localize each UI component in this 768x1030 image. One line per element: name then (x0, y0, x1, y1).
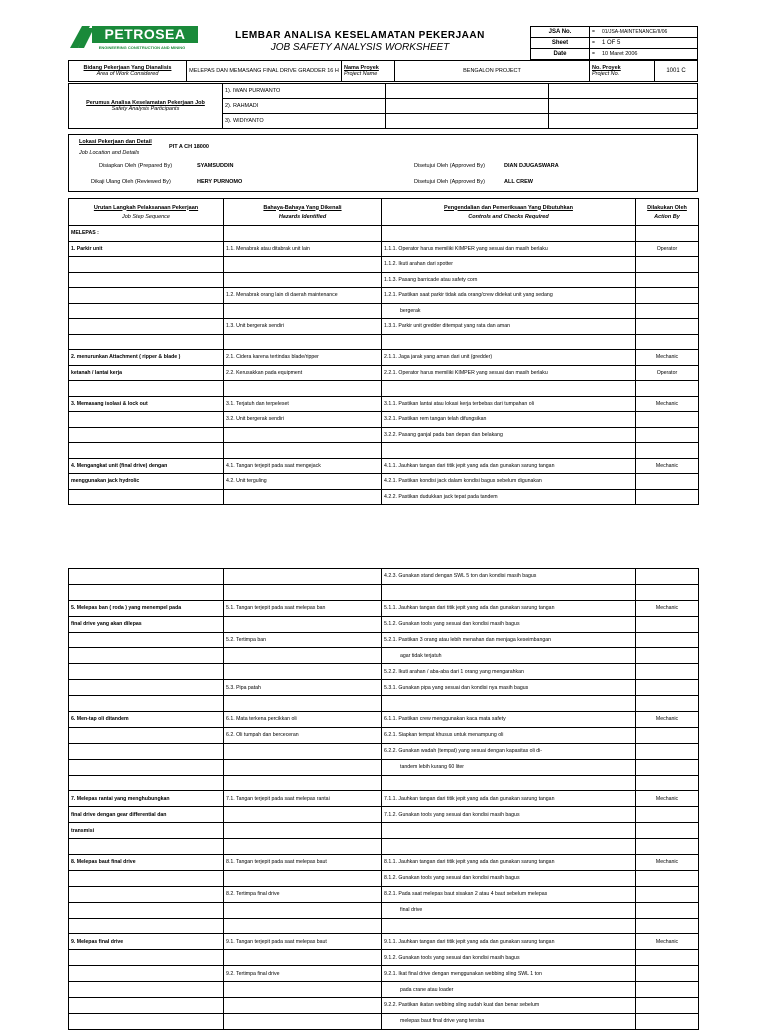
job-step-cell (69, 1013, 224, 1029)
control-cell: 5.3.1. Gunakan pipa yang sesuai dan kondisi nya masih bagus (382, 680, 636, 696)
action-by-cell (636, 272, 699, 288)
control-cell: 5.1.2. Gunakan tools yang sesuai dan kondisi masih bagus (382, 616, 636, 632)
table-row (69, 759, 699, 775)
job-step-cell (69, 443, 224, 459)
action-by-cell (636, 998, 699, 1014)
control-cell (382, 696, 636, 712)
info-block (68, 60, 698, 82)
control-cell (382, 334, 636, 350)
job-step-cell (69, 381, 224, 397)
table-row (69, 616, 699, 632)
action-by-cell: Mechanic (636, 934, 699, 950)
table-row (69, 648, 699, 664)
job-step-cell (69, 288, 224, 304)
control-cell: 8.2.1. Pada saat melepas baut sisakan 2 atau 4 baut sebelum melepas (382, 886, 636, 902)
control-cell: 6.1.1. Pastikan crew menggunakan kaca mata safety (382, 712, 636, 728)
hazard-cell: 8.1. Tangan terjepit pada saat melepas baut (224, 855, 382, 871)
action-by-cell (636, 664, 699, 680)
job-step-cell: menggunakan jack hydrolic (69, 474, 224, 490)
hazard-cell (224, 823, 382, 839)
column-header-row (69, 199, 699, 226)
hazard-cell (224, 870, 382, 886)
control-cell: 5.2.2. Ikuti arahan / aba-aba dari 1 orang yang mengarahkan (382, 664, 636, 680)
control-cell: 7.1.2. Gunakan tools yang sesuai dan kondisi masih bagus (382, 807, 636, 823)
job-step-cell (69, 648, 224, 664)
hazard-cell (224, 902, 382, 918)
table-row (69, 1013, 699, 1029)
action-by-cell (636, 569, 699, 585)
date-label: Date (531, 49, 590, 60)
action-by-cell (636, 966, 699, 982)
location-label-id: Lokasi Pekerjaan dan Detail (79, 139, 152, 145)
job-step-cell: 1. Parkir unit (69, 241, 224, 257)
action-by-cell (636, 616, 699, 632)
action-by-cell: Mechanic (636, 458, 699, 474)
hazard-cell: 9.1. Tangan terjepit pada saat melepas baut (224, 934, 382, 950)
job-step-cell (69, 412, 224, 428)
action-by-cell (636, 319, 699, 335)
action-by-cell: Mechanic (636, 855, 699, 871)
sheet-value: 1 OF 5 (600, 38, 698, 49)
table-row (69, 241, 699, 257)
table-row (69, 584, 699, 600)
reviewed-value: HERY PURNOMO (197, 179, 243, 185)
control-cell: 4.1.1. Jauhkan tangan dari titik jepit yang ada dan gunakan sarung tangan (382, 458, 636, 474)
approved2-label: Disetujui Oleh (Approved By) (414, 179, 485, 185)
action-by-cell (636, 443, 699, 459)
table-row (69, 334, 699, 350)
hazard-cell: 6.2. Oli tumpah dan berceceran (224, 727, 382, 743)
table-row (69, 412, 699, 428)
control-cell: 9.1.2. Gunakan tools yang sesuai dan kondisi masih bagus (382, 950, 636, 966)
col-header-hazards: Bahaya-Bahaya Yang Dikenali Hazards Identified (224, 199, 382, 226)
action-by-cell (636, 807, 699, 823)
action-by-cell (636, 775, 699, 791)
page-title-en: JOB SAFETY ANALYSIS WORKSHEET (270, 42, 450, 53)
table-row (69, 998, 699, 1014)
table-row (69, 918, 699, 934)
control-cell (382, 839, 636, 855)
table-row (69, 791, 699, 807)
hazard-cell (224, 489, 382, 505)
job-step-cell (69, 839, 224, 855)
table-row (69, 855, 699, 871)
job-step-cell (69, 966, 224, 982)
table-row (69, 934, 699, 950)
hazard-cell (224, 759, 382, 775)
control-cell: 9.1.1. Jauhkan tangan dari titik jepit yang ada dan gunakan sarung tangan (382, 934, 636, 950)
action-by-cell (636, 696, 699, 712)
job-step-cell: 2. menurunkan Attachment ( ripper & blade ) (69, 350, 224, 366)
hazard-cell: 7.1. Tangan terjepit pada saat melepas rantai (224, 791, 382, 807)
hazard-cell (224, 648, 382, 664)
table-row (69, 443, 699, 459)
control-cell: 1.1.3. Pasang barricade atau safety corn (382, 272, 636, 288)
control-cell: 1.2.1. Pastikan saat parkir tidak ada orang/crew didekat unit yang sedang (382, 288, 636, 304)
action-by-cell (636, 680, 699, 696)
action-by-cell (636, 727, 699, 743)
hazard-cell: 8.2. Tertimpa final drive (224, 886, 382, 902)
action-by-cell (636, 474, 699, 490)
hazard-cell: 2.2. Kerusakkan pada equipment (224, 365, 382, 381)
control-cell: bergerak (382, 303, 636, 319)
hazard-cell: 5.2. Tertimpa ban (224, 632, 382, 648)
action-by-cell (636, 870, 699, 886)
job-step-cell: MELEPAS : (69, 226, 224, 242)
job-step-cell (69, 902, 224, 918)
hazard-cell (224, 696, 382, 712)
page-title-id: LEMBAR ANALISA KESELAMATAN PEKERJAAN (235, 30, 485, 41)
action-by-cell (636, 489, 699, 505)
job-step-cell (69, 998, 224, 1014)
control-cell (382, 381, 636, 397)
hazard-cell: 4.2. Unit terguling (224, 474, 382, 490)
table-row (69, 839, 699, 855)
hazard-cell (224, 443, 382, 459)
action-by-cell (636, 427, 699, 443)
jsa-meta-box (530, 26, 698, 60)
control-cell: 7.1.1. Jauhkan tangan dari titik jepit yang ada dan gunakan sarung tangan (382, 791, 636, 807)
control-cell (382, 226, 636, 242)
jsa-no-label: JSA No. (531, 27, 590, 38)
job-step-cell: 6. Men-tap oli ditandem (69, 712, 224, 728)
table-row (69, 950, 699, 966)
hazard-cell: 4.1. Tangan terjepit pada saat mengejack (224, 458, 382, 474)
approved-label: Disetujui Oleh (Approved By) (414, 163, 485, 169)
control-cell (382, 584, 636, 600)
action-by-cell (636, 584, 699, 600)
job-step-cell (69, 775, 224, 791)
job-step-cell (69, 759, 224, 775)
job-step-cell: ketanah / lantai kerja (69, 365, 224, 381)
job-step-cell (69, 334, 224, 350)
action-by-cell (636, 902, 699, 918)
prepared-label: Disiapkan Oleh (Prepared By) (99, 163, 173, 169)
hazard-cell (224, 569, 382, 585)
approved2-value: ALL CREW (504, 179, 533, 185)
job-step-cell (69, 696, 224, 712)
action-by-cell (636, 918, 699, 934)
action-by-cell (636, 257, 699, 273)
action-by-cell (636, 950, 699, 966)
table-row (69, 474, 699, 490)
job-step-cell: final drive yang akan dilepas (69, 616, 224, 632)
jsa-table-page-1 (68, 198, 699, 505)
action-by-cell: Mechanic (636, 600, 699, 616)
job-step-cell (69, 584, 224, 600)
table-row (69, 807, 699, 823)
table-row (69, 365, 699, 381)
hazard-cell (224, 334, 382, 350)
eq: = (590, 49, 601, 60)
hazard-cell (224, 226, 382, 242)
table-row (69, 664, 699, 680)
table-row (69, 319, 699, 335)
hazard-cell (224, 381, 382, 397)
date-value: 10 Maret 2006 (600, 49, 698, 60)
table-row (69, 288, 699, 304)
project-no-label: No. Proyek Project No. (590, 61, 655, 82)
action-by-cell (636, 759, 699, 775)
job-step-cell (69, 272, 224, 288)
job-step-cell (69, 319, 224, 335)
job-step-cell (69, 870, 224, 886)
action-by-cell: Mechanic (636, 350, 699, 366)
action-by-cell (636, 412, 699, 428)
table-row (69, 727, 699, 743)
action-by-cell: Mechanic (636, 712, 699, 728)
table-row (69, 982, 699, 998)
job-step-cell (69, 569, 224, 585)
control-cell: agar tidak terjatuh (382, 648, 636, 664)
col-header-step: Urutan Langkah Pelaksanaan Pekerjaan Job Step Sequence (69, 199, 224, 226)
hazard-cell: 6.1. Mata terkena percikkan oli (224, 712, 382, 728)
logo-name: PETROSEA (104, 26, 186, 42)
control-cell: final drive (382, 902, 636, 918)
jsa-no-value: 01/JSA-MAINTENANCE/II/06 (600, 27, 698, 38)
action-by-cell: Mechanic (636, 396, 699, 412)
job-step-cell: transmisi (69, 823, 224, 839)
hazard-cell: 9.2. Tertimpa final drive (224, 966, 382, 982)
hazard-cell (224, 918, 382, 934)
hazard-cell (224, 775, 382, 791)
col-header-controls: Pengendalian dan Pemeriksaan Yang Dibutuhkan Controls and Checks Required (382, 199, 636, 226)
job-step-cell: final drive dengan gear differential dan (69, 807, 224, 823)
table-row (69, 600, 699, 616)
action-by-cell (636, 303, 699, 319)
col-header-action-by: Dilakukan Oleh Action By (636, 199, 699, 226)
table-row (69, 257, 699, 273)
action-by-cell: Operator (636, 241, 699, 257)
action-by-cell (636, 839, 699, 855)
hazard-cell: 5.1. Tangan terjepit pada saat melepas ban (224, 600, 382, 616)
job-step-cell (69, 982, 224, 998)
control-cell: 3.1.1. Pastikan lantai atau lokasi kerja terbebas dari tumpahan oli (382, 396, 636, 412)
control-cell: 3.2.1. Pastikan rem tangan telah difungsikan (382, 412, 636, 428)
hazard-cell: 3.1. Terjatuh dan terpeleset (224, 396, 382, 412)
hazard-cell: 1.2. Menabrak orang lain di daerah maintenance (224, 288, 382, 304)
eq: = (590, 38, 601, 49)
table-row (69, 350, 699, 366)
control-cell (382, 918, 636, 934)
control-cell: 1.3.1. Parkir unit gredder ditempat yang rata dan aman (382, 319, 636, 335)
hazard-cell: 1.3. Unit bergerak sendiri (224, 319, 382, 335)
table-row (69, 396, 699, 412)
action-by-cell (636, 334, 699, 350)
job-step-cell (69, 632, 224, 648)
control-cell: 9.2.1. Ikat final drive dengan menggunakan webbing sling SWL 1 ton (382, 966, 636, 982)
control-cell: 8.1.2. Gunakan tools yang sesuai dan kondisi masih bagus (382, 870, 636, 886)
job-step-cell: 5. Melepas ban ( roda ) yang menempel pada (69, 600, 224, 616)
action-by-cell (636, 823, 699, 839)
hazard-cell (224, 982, 382, 998)
logo-tagline: ENGINEERING CONSTRUCTION AND MINING (98, 45, 186, 50)
action-by-cell (636, 886, 699, 902)
action-by-cell (636, 743, 699, 759)
hazard-cell (224, 1013, 382, 1029)
area-value: MELEPAS DAN MEMASANG FINAL DRIVE GRADDER 16 H (187, 61, 342, 82)
table-row (69, 886, 699, 902)
table-row (69, 489, 699, 505)
location-value: PIT A CH 18000 (169, 144, 209, 150)
control-cell: 2.1.1. Jaga jarak yang aman dari unit (gredder) (382, 350, 636, 366)
job-step-cell (69, 664, 224, 680)
control-cell: 8.1.1. Jauhkan tangan dari titik jepit yang ada dan gunakan sarung tangan (382, 855, 636, 871)
project-no-value: 1001 C (655, 61, 698, 82)
job-step-cell: 8. Melepas baut final drive (69, 855, 224, 871)
hazard-cell (224, 303, 382, 319)
hazard-cell (224, 257, 382, 273)
action-by-cell (636, 288, 699, 304)
control-cell (382, 443, 636, 459)
approved-value: DIAN DJUGASWARA (504, 163, 559, 169)
table-row (69, 632, 699, 648)
control-cell: 4.2.2. Pastikan dudukkan jack tepat pada tandem (382, 489, 636, 505)
hazard-cell: 3.2. Unit bergerak sendiri (224, 412, 382, 428)
action-by-cell (636, 648, 699, 664)
job-step-cell (69, 886, 224, 902)
participant-3: 3). WIDIYANTO (223, 114, 386, 129)
job-step-cell (69, 680, 224, 696)
hazard-cell: 2.1. Cidera karena tertindas blade/ripper (224, 350, 382, 366)
table-row (69, 427, 699, 443)
action-by-cell (636, 632, 699, 648)
control-cell: 4.2.1. Pastikan kondisi jack dalam kondisi bagus sebelum digunakan (382, 474, 636, 490)
job-step-cell (69, 303, 224, 319)
location-label-en: Job Location and Details (79, 150, 140, 156)
control-cell: 2.2.1. Operator harus memiliki KIMPER yang sesuai dan masih berlaku (382, 365, 636, 381)
hazard-cell (224, 839, 382, 855)
hazard-cell (224, 584, 382, 600)
control-cell: pada crane atau loader (382, 982, 636, 998)
participants-block (68, 83, 698, 129)
table-row (69, 226, 699, 242)
table-row (69, 458, 699, 474)
participant-1: 1). IWAN PURWANTO (223, 84, 386, 99)
hazard-cell: 5.3. Pipa patah (224, 680, 382, 696)
job-step-cell (69, 257, 224, 273)
table-row (69, 569, 699, 585)
control-cell: 6.2.2. Gunakan wadah (tempat) yang sesuai dengan kapasitas oli di- (382, 743, 636, 759)
job-step-cell: 9. Melepas final drive (69, 934, 224, 950)
participants-label: Perumus Analisa Keselamatan Pekerjaan Job Safety Analysis Participants (69, 84, 223, 129)
control-cell (382, 775, 636, 791)
action-by-cell (636, 226, 699, 242)
job-step-cell (69, 427, 224, 443)
hazard-cell (224, 427, 382, 443)
eq: = (590, 27, 601, 38)
table-row (69, 680, 699, 696)
job-step-cell (69, 918, 224, 934)
control-cell: tandem lebih kurang 60 liter (382, 759, 636, 775)
action-by-cell (636, 982, 699, 998)
table-row (69, 712, 699, 728)
job-step-cell: 3. Memasang isolasi & lock out (69, 396, 224, 412)
reviewed-label: Dikaji Ulang Oleh (Reviewed By) (91, 179, 171, 185)
action-by-cell (636, 1013, 699, 1029)
control-cell: 1.1.2. Ikuti arahan dari spotter (382, 257, 636, 273)
hazard-cell (224, 743, 382, 759)
job-step-cell (69, 743, 224, 759)
table-row (69, 870, 699, 886)
location-block (68, 134, 698, 192)
table-row (69, 775, 699, 791)
table-row (69, 902, 699, 918)
project-name-label: Nama Proyek Project Name (342, 61, 395, 82)
job-step-cell (69, 950, 224, 966)
hazard-cell (224, 272, 382, 288)
project-name-value: BENGALON PROJECT (395, 61, 590, 82)
control-cell (382, 823, 636, 839)
job-step-cell: 7. Melepas rantai yang menghubungkan (69, 791, 224, 807)
action-by-cell: Mechanic (636, 791, 699, 807)
area-label: Bidang Pekerjaan Yang Dianalisis Area of Work Considered (69, 61, 187, 82)
table-row (69, 381, 699, 397)
control-cell: 5.1.1. Jauhkan tangan dari titik jepit yang ada dan gunakan sarung tangan (382, 600, 636, 616)
control-cell: 4.2.3. Gunakan stand dengan SWL 5 ton dan kondisi masih bagus (382, 569, 636, 585)
job-step-cell (69, 489, 224, 505)
jsa-table-page-2 (68, 568, 699, 1030)
hazard-cell: 1.1. Menabrak atau ditabrak unit lain (224, 241, 382, 257)
table-row (69, 823, 699, 839)
participant-2: 2). RAHMADI (223, 99, 386, 114)
job-step-cell: 4. Mengangkat unit (final drive) dengan (69, 458, 224, 474)
table-row (69, 966, 699, 982)
petrosea-logo (68, 26, 200, 52)
control-cell: 9.2.2. Pastikan ikatan webbing sling sudah kuat dan benar sebelum (382, 998, 636, 1014)
control-cell: 1.1.1. Operator harus memiliki KIMPER yang sesuai dan masih berlaku (382, 241, 636, 257)
control-cell: 6.2.1. Siapkan tempat khusus untuk menampung oli (382, 727, 636, 743)
control-cell: 3.2.2. Pasang ganjal pada ban depan dan belakang (382, 427, 636, 443)
prepared-value: SYAMSUDDIN (197, 163, 234, 169)
table-row (69, 696, 699, 712)
control-cell: 5.2.1. Pastikan 3 orang atau lebih menahan dan menjaga keseimbangan (382, 632, 636, 648)
table-row (69, 272, 699, 288)
action-by-cell: Operator (636, 365, 699, 381)
hazard-cell (224, 616, 382, 632)
hazard-cell (224, 998, 382, 1014)
action-by-cell (636, 381, 699, 397)
table-row (69, 743, 699, 759)
table-row (69, 303, 699, 319)
hazard-cell (224, 807, 382, 823)
hazard-cell (224, 664, 382, 680)
control-cell: melepas baut final drive yang tersisa (382, 1013, 636, 1029)
job-step-cell (69, 727, 224, 743)
sheet-label: Sheet (531, 38, 590, 49)
hazard-cell (224, 950, 382, 966)
